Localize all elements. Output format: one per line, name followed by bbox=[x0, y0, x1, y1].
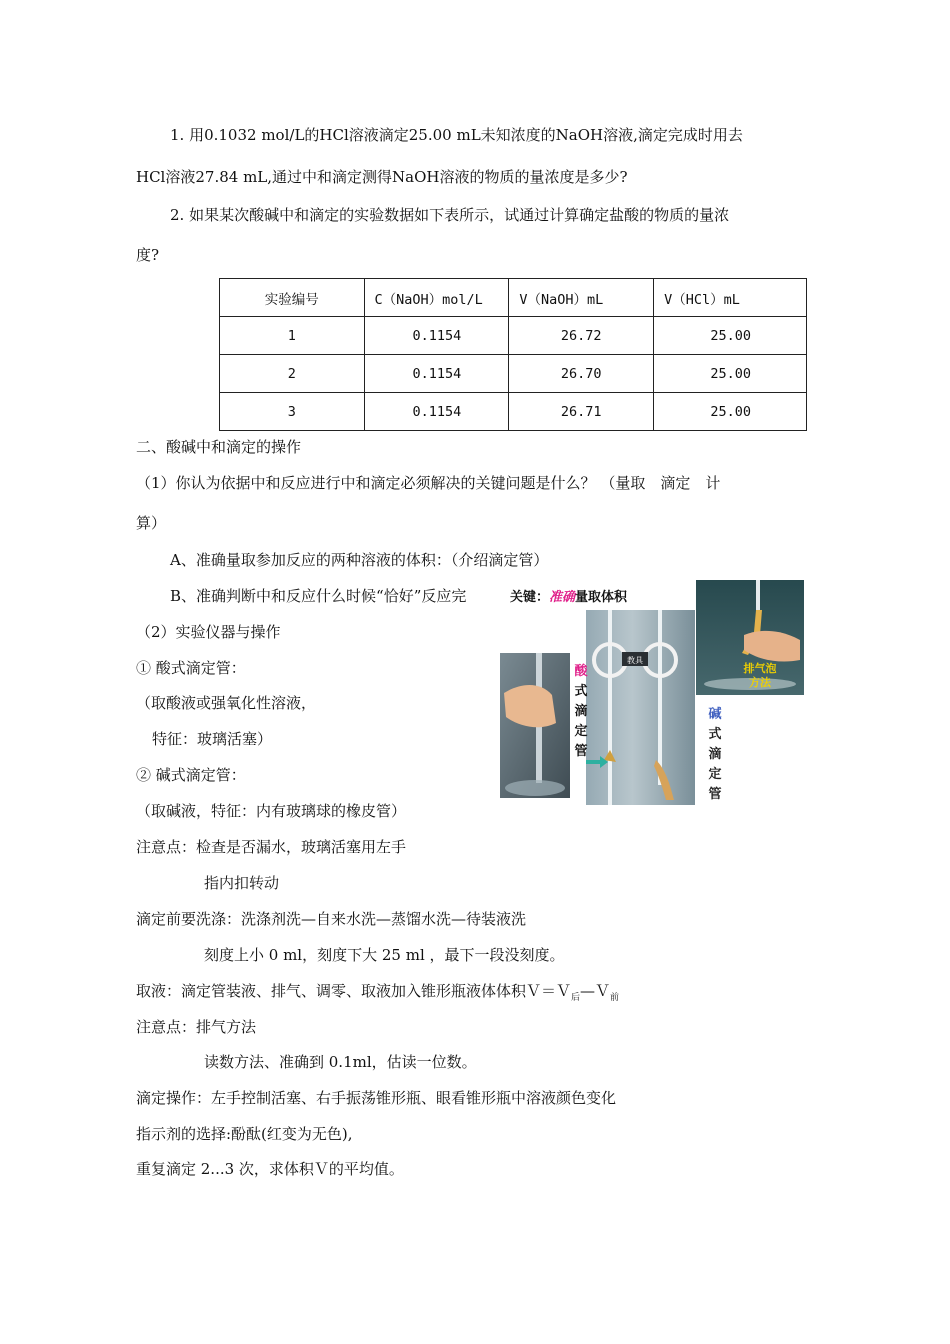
take-liquid-text: 取液：滴定管装液、排气、调零、取液加入锥形瓶液体体积Ｖ＝Ｖ bbox=[136, 982, 572, 1000]
table-cell: 3 bbox=[220, 393, 365, 431]
take-liquid-mid: —Ｖ bbox=[580, 982, 611, 1000]
table-row bbox=[220, 317, 807, 355]
acid-burette-label bbox=[570, 662, 592, 762]
base-burette-label bbox=[703, 705, 727, 805]
q1-line2: HCl溶液27.84 mL,通过中和滴定测得NaOH溶液的物质的量浓度是多少? bbox=[136, 168, 628, 186]
acid-note-2: 特征：玻璃活塞） bbox=[152, 730, 273, 748]
base-label-char: 式 bbox=[708, 727, 722, 742]
acid-label-char: 管 bbox=[574, 744, 588, 759]
base-label-char: 滴 bbox=[708, 747, 722, 762]
wash-steps: 滴定前要洗涤：洗涤剂洗—自来水洗—蒸馏水洗—待装液洗 bbox=[136, 910, 527, 928]
section-title: 二、酸碱中和滴定的操作 bbox=[136, 438, 302, 456]
table-cell: 26.71 bbox=[509, 393, 654, 431]
table-cell: 2 bbox=[220, 355, 365, 393]
reading-note: 读数方法、准确到 0.1ml，估读一位数。 bbox=[204, 1053, 477, 1071]
figure-title bbox=[498, 586, 700, 610]
indicator-choice: 指示剂的选择:酚酞(红变为无色), bbox=[136, 1125, 353, 1143]
notice-1a: 注意点：检查是否漏水，玻璃活塞用左手 bbox=[136, 838, 407, 856]
experiment-table bbox=[219, 278, 807, 431]
table-cell: 0.1154 bbox=[364, 393, 509, 431]
figure-title-emph: 准确 bbox=[549, 590, 576, 605]
table-row bbox=[220, 393, 807, 431]
subscript-after: 后 bbox=[571, 993, 581, 1003]
acid-burette-photo bbox=[500, 653, 570, 798]
subscript-before: 前 bbox=[610, 993, 620, 1003]
paragraph-1b: 算） bbox=[136, 514, 167, 532]
q1-line1: 1. 用0.1032 mol/L的HCl溶液滴定25.00 mL未知浓度的NaOH溶液,滴定完成时用去 bbox=[170, 126, 743, 144]
base-label-char: 定 bbox=[708, 767, 722, 782]
acid-label-char: 定 bbox=[574, 724, 588, 739]
table-cell: 0.1154 bbox=[364, 317, 509, 355]
table-cell: 25.00 bbox=[654, 355, 807, 393]
table-cell: 25.00 bbox=[654, 317, 807, 355]
table-cell: 0.1154 bbox=[364, 355, 509, 393]
table-header-row bbox=[220, 279, 807, 317]
notice-1b: 指内扣转动 bbox=[204, 874, 280, 892]
q2-line2: 度? bbox=[136, 246, 160, 264]
q2-line1: 2. 如果某次酸碱中和滴定的实验数据如下表所示，试通过计算确定盐酸的物质的量浓 bbox=[170, 206, 730, 224]
table-header: V（HCl）mL bbox=[654, 279, 807, 317]
acid-label-char: 酸 bbox=[574, 664, 588, 679]
scale-note: 刻度上小 0 ml，刻度下大 25 ml ，最下一段没刻度。 bbox=[204, 946, 565, 964]
table-header: V（NaOH）mL bbox=[509, 279, 654, 317]
table-cell: 1 bbox=[220, 317, 365, 355]
figure-title-prefix: 关键： bbox=[510, 590, 550, 605]
table-header: C（NaOH）mol/L bbox=[364, 279, 509, 317]
base-burette-heading: ② 碱式滴定管： bbox=[136, 766, 246, 784]
notice-2: 注意点：排气方法 bbox=[136, 1018, 257, 1036]
figure-title-suffix: 量取体积 bbox=[575, 590, 628, 605]
bubble-label-line: 排气泡 bbox=[743, 662, 777, 675]
acid-burette-heading: ① 酸式滴定管： bbox=[136, 659, 246, 677]
base-note: （取碱液，特征：内有玻璃球的橡皮管） bbox=[136, 802, 407, 820]
bubble-removal-label bbox=[735, 662, 785, 690]
paragraph-b: B、准确判断中和反应什么时候“恰好”反应完 bbox=[170, 587, 467, 605]
clamp-label: 教具 bbox=[627, 656, 643, 665]
acid-note-1: （取酸液或强氧化性溶液， bbox=[136, 694, 317, 712]
base-label-char: 碱 bbox=[708, 707, 722, 722]
acid-label-char: 滴 bbox=[574, 704, 588, 719]
table-cell: 26.70 bbox=[509, 355, 654, 393]
paragraph-2: （2）实验仪器与操作 bbox=[136, 623, 281, 641]
take-liquid bbox=[136, 981, 619, 1004]
table-cell: 26.72 bbox=[509, 317, 654, 355]
paragraph-1a: （1）你认为依据中和反应进行中和滴定必须解决的关键问题是什么？ （量取 滴定 计 bbox=[136, 474, 721, 492]
repeat-titration: 重复滴定 2...3 次，求体积Ｖ的平均值。 bbox=[136, 1160, 404, 1178]
base-label-char: 管 bbox=[708, 787, 722, 802]
table-cell: 25.00 bbox=[654, 393, 807, 431]
acid-label-char: 式 bbox=[574, 684, 588, 699]
bubble-label-line: 方法 bbox=[749, 676, 771, 689]
table-row bbox=[220, 355, 807, 393]
table-header: 实验编号 bbox=[220, 279, 365, 317]
paragraph-a: A、准确量取参加反应的两种溶液的体积：（介绍滴定管） bbox=[170, 551, 549, 569]
titration-operation: 滴定操作：左手控制活塞、右手振荡锥形瓶、眼看锥形瓶中溶液颜色变化 bbox=[136, 1089, 617, 1107]
